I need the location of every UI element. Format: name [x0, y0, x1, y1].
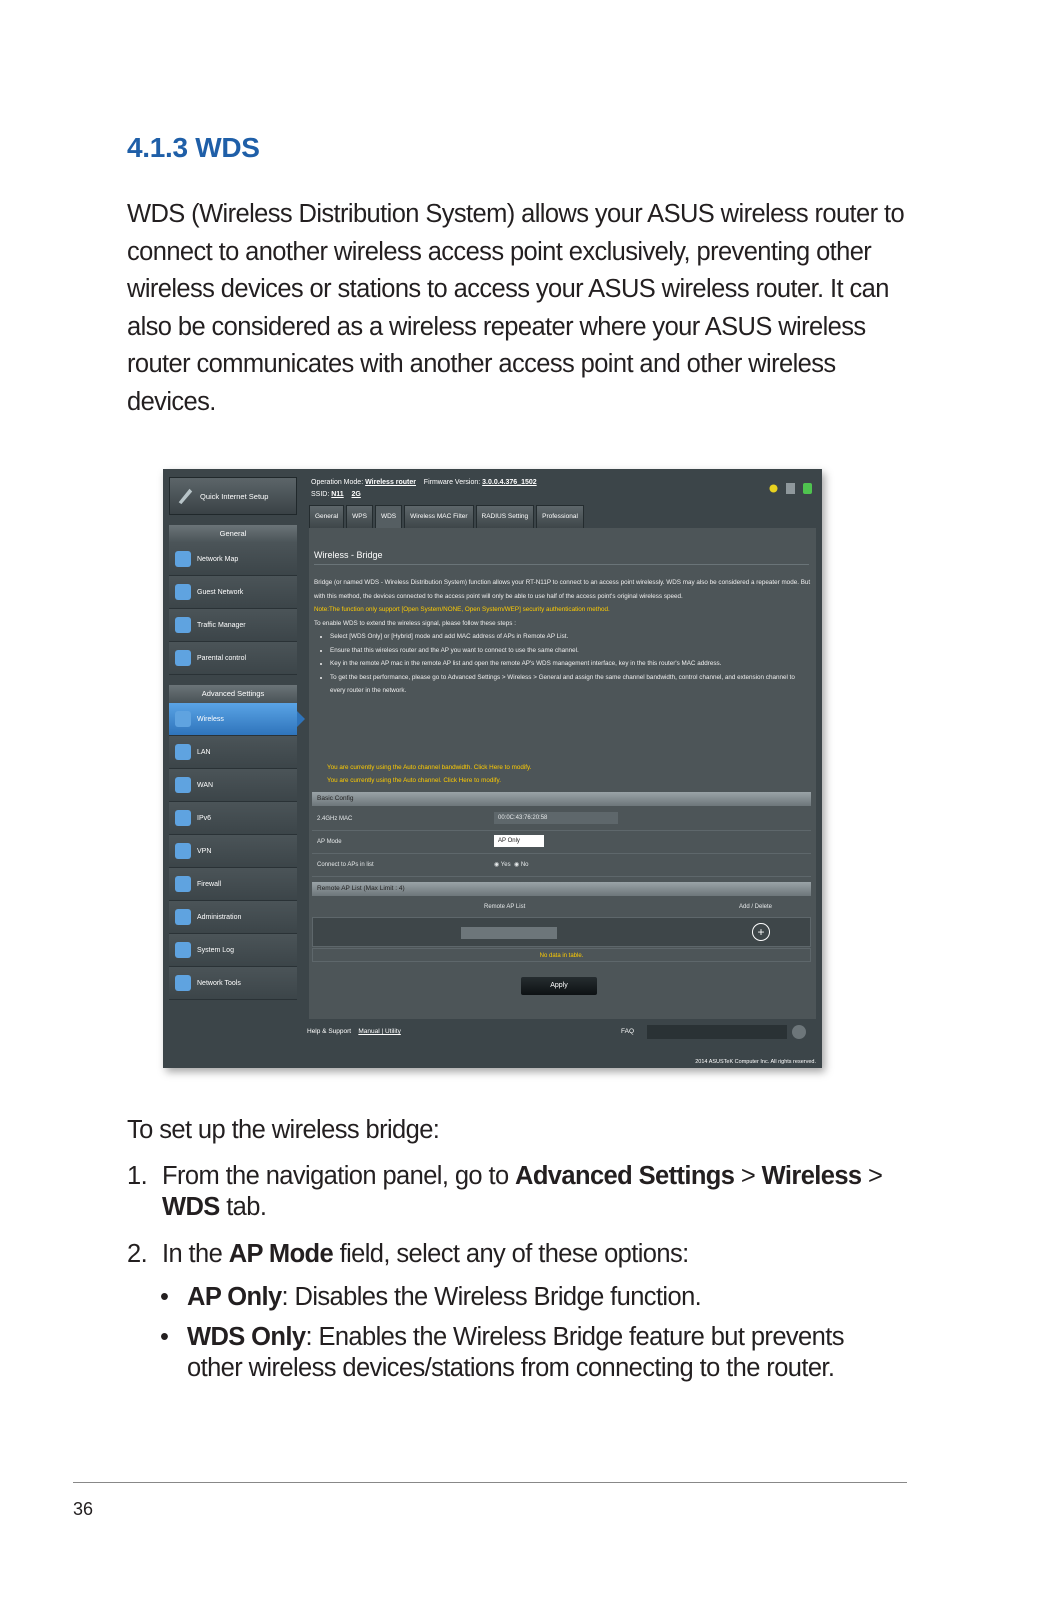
mac-value: 00:0C:43:76:20:58 [494, 812, 618, 824]
mac-row [312, 808, 811, 831]
globe-icon [175, 810, 191, 826]
copyright: 2014 ASUSTeK Computer Inc. All rights reserved. [695, 1059, 816, 1065]
wifi-icon [175, 711, 191, 727]
tab-bar [309, 505, 584, 528]
step-text: > [861, 1162, 883, 1190]
nav-label: Wireless [197, 715, 224, 723]
no-radio[interactable]: ◉ [513, 862, 521, 868]
nav-label: Guest Network [197, 588, 244, 596]
nav-administration[interactable] [169, 901, 297, 934]
footer-bar [307, 1028, 816, 1035]
steps-intro: To enable WDS to extend the wireless signal, please follow these steps : [314, 619, 516, 627]
nav-label: LAN [197, 748, 211, 756]
firmware-link[interactable]: 3.0.0.4.376_1502 [482, 479, 537, 486]
advanced-section-label: Advanced Settings [169, 685, 297, 703]
tab-wds[interactable]: WDS [375, 505, 402, 528]
step-text: In the [162, 1240, 229, 1268]
bullet-text: : Enables the Wireless Bridge feature but prevents other wireless devices/stations from connecting to the router. [187, 1323, 844, 1382]
ssid-value-2: 2G [351, 491, 361, 498]
ap-mode-label: AP Mode [317, 839, 342, 845]
nav-network-tools[interactable] [169, 967, 297, 1000]
setup-lead: To set up the wireless bridge: [127, 1116, 440, 1144]
intro-paragraph: WDS (Wireless Distribution System) allows your ASUS wireless router to connect to another wireless access point exclusively, preventing other wireless devices or stations to access your ASUS wireless router. It can also be considered as a wireless repeater where your ASUS wireless router communicates with another access point and other wireless devices. [127, 200, 905, 416]
tab-general[interactable]: General [309, 505, 344, 528]
step-item: • To get the best performance, please go to Advanced Settings > Wireless > General and assign the same channel bandwidth, control channel, and extension channel to every router in the network. [330, 671, 811, 698]
steps-list [314, 630, 811, 698]
bullet-dot: • [160, 1323, 169, 1351]
tab-mac-filter[interactable]: Wireless MAC Filter [404, 505, 473, 528]
step-bold: AP Mode [228, 1240, 334, 1268]
globe-icon [175, 777, 191, 793]
step-text: From the navigation panel, go to [162, 1162, 516, 1190]
tools-icon [175, 975, 191, 991]
nav-wan[interactable] [169, 769, 297, 802]
nav-ipv6[interactable] [169, 802, 297, 835]
step-text: field, select any of these options: [333, 1240, 689, 1268]
search-icon[interactable] [792, 1025, 806, 1039]
basic-config-header: Basic Config [312, 792, 811, 806]
firmware-label: Firmware Version: [423, 479, 481, 486]
tab-radius[interactable]: RADIUS Setting [476, 505, 535, 528]
nav-label: System Log [197, 946, 234, 954]
col-add-delete: Add / Delete [739, 904, 773, 910]
step-item: • Select [WDS Only] or [Hybrid] mode and add MAC address of APs in Remote AP List. [330, 630, 811, 644]
remote-list-header: Remote AP List (Max Limit : 4) [312, 882, 811, 896]
help-link[interactable]: Help & Support [307, 1028, 352, 1035]
manual-link[interactable]: Manual | Utility [358, 1028, 401, 1035]
section-heading: 4.1.3 WDS [127, 132, 260, 163]
settings-panel [309, 528, 816, 1019]
network-status-icon[interactable] [803, 483, 812, 494]
step-bold: WDS [162, 1193, 220, 1221]
home-icon [175, 744, 191, 760]
connect-label: Connect to APs in list [317, 862, 374, 868]
step-number: 2. [127, 1240, 148, 1268]
op-mode-link[interactable]: Wireless router [365, 479, 417, 486]
yes-label: Yes [500, 862, 511, 868]
bullet-text: : Disables the Wireless Bridge function. [281, 1283, 702, 1311]
apply-button[interactable]: Apply [521, 977, 597, 995]
panel-title: Wireless - Bridge [314, 550, 383, 560]
list-columns [312, 899, 811, 915]
yes-radio[interactable]: ◉ [494, 862, 501, 868]
bulb-icon[interactable] [769, 483, 778, 494]
faq-label: FAQ [621, 1028, 635, 1035]
ap-mode-select[interactable]: AP Only [494, 835, 544, 847]
users-icon [175, 584, 191, 600]
page-number: 36 [73, 1499, 94, 1519]
bullet-bold: WDS Only [187, 1323, 306, 1351]
remote-ap-select[interactable] [461, 927, 557, 939]
status-icons [769, 483, 812, 494]
auto-bandwidth-notice[interactable]: You are currently using the Auto channel bandwidth. Click Here to modify. [327, 764, 532, 771]
bullet-wds-only [160, 1322, 900, 1384]
nav-parental-control[interactable] [169, 642, 297, 675]
nav-label: Administration [197, 913, 242, 921]
nav-vpn[interactable] [169, 835, 297, 868]
step-text: > [734, 1162, 762, 1190]
bullet-ap-only [160, 1282, 900, 1313]
nav-label: Parental control [197, 654, 247, 662]
nav-system-log[interactable] [169, 934, 297, 967]
general-section-label: General [169, 525, 297, 543]
note-text: Note:The function only support [Open System/NONE, Open System/WEP] security authentication method. [314, 606, 610, 613]
quick-setup-label: Quick Internet Setup [200, 491, 269, 501]
ssid-value: N11 [331, 491, 344, 498]
ssid-label: SSID: [311, 491, 330, 498]
panel-description [314, 576, 811, 698]
vpn-icon [175, 843, 191, 859]
footer-rule [73, 1482, 907, 1483]
nav-panel [169, 477, 297, 1000]
admin-icon [175, 909, 191, 925]
step-1 [127, 1161, 907, 1223]
add-icon[interactable]: + [752, 923, 770, 941]
step-text: tab. [219, 1193, 267, 1221]
step-2 [127, 1239, 907, 1270]
status-header [311, 477, 816, 501]
divider [314, 564, 809, 565]
nav-wireless[interactable] [169, 703, 297, 736]
no-label: No [520, 862, 529, 868]
nav-label: VPN [197, 847, 212, 855]
remote-ap-input-row [312, 917, 811, 947]
nav-label: Traffic Manager [197, 621, 246, 629]
nav-label: Network Tools [197, 979, 241, 987]
shield-icon [175, 876, 191, 892]
step-bold: Wireless [761, 1162, 862, 1190]
tab-wps[interactable]: WPS [346, 505, 373, 528]
step-number: 1. [127, 1162, 148, 1190]
bullet-dot: • [160, 1283, 169, 1311]
step-item: • Ensure that this wireless router and the AP you want to connect to use the same channel. [330, 644, 811, 658]
mac-label: 2.4GHz MAC [317, 816, 353, 822]
col-remote: Remote AP List [484, 904, 526, 910]
nav-label: WAN [197, 781, 214, 789]
wand-icon [176, 487, 194, 505]
op-mode-label: Operation Mode: [311, 479, 364, 486]
step-item: • Key in the remote AP mac in the remote AP list and open the remote AP's WDS management interface, key in the this router's MAC address. [330, 657, 811, 671]
no-data-message: No data in table. [312, 948, 811, 962]
tab-professional[interactable]: Professional [536, 505, 584, 528]
bullet-bold: AP Only [187, 1283, 282, 1311]
network-icon [175, 551, 191, 567]
faq-search-input[interactable] [647, 1025, 787, 1039]
nav-firewall[interactable] [169, 868, 297, 901]
lock-icon [175, 650, 191, 666]
nav-network-map[interactable] [169, 543, 297, 576]
nav-label: Firewall [197, 880, 222, 888]
connect-row [312, 854, 811, 877]
auto-channel-notice[interactable]: You are currently using the Auto channel. Click Here to modify. [327, 777, 501, 784]
quick-setup-button[interactable] [169, 477, 297, 515]
router-screenshot [163, 469, 822, 1068]
step-bold: Advanced Settings [515, 1162, 735, 1190]
nav-guest-network[interactable] [169, 576, 297, 609]
nav-label: Network Map [197, 555, 239, 563]
desc-text: Bridge (or named WDS - Wireless Distribution System) function allows your RT-N11P to connect to an access point wirelessly. WDS may also be considered a repeater mode. But with this method, the devices connected to the access point will only be able to use half of the access point's original wireless speed. [314, 579, 811, 600]
usb-icon[interactable] [786, 483, 795, 494]
ap-mode-row [312, 831, 811, 854]
nav-lan[interactable] [169, 736, 297, 769]
nav-traffic-manager[interactable] [169, 609, 297, 642]
nav-label: IPv6 [197, 814, 212, 822]
log-icon [175, 942, 191, 958]
chart-icon [175, 617, 191, 633]
auto-notices [327, 761, 807, 787]
